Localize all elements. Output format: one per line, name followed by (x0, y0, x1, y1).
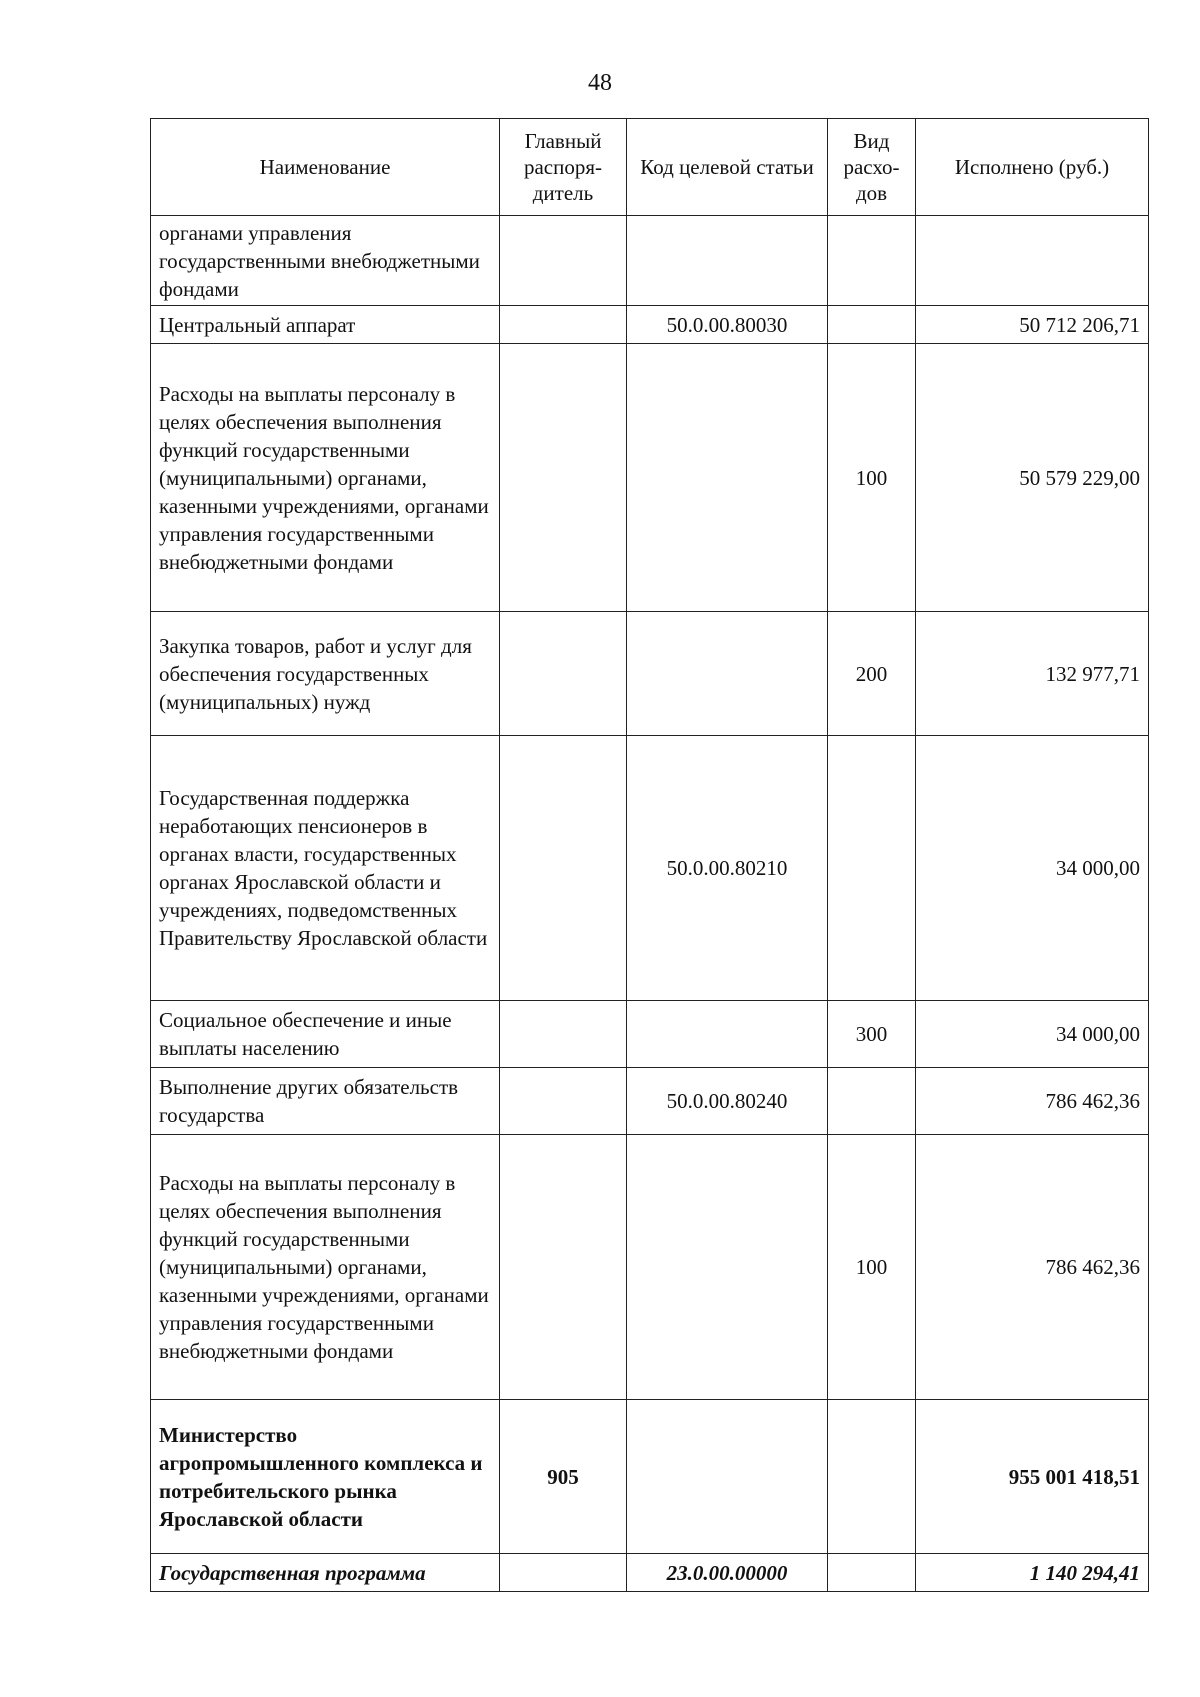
row-executed: 1 140 294,41 (916, 1554, 1149, 1592)
row-target-code (627, 1001, 828, 1068)
row-expense-type: 200 (828, 612, 916, 736)
budget-execution-table (150, 118, 1149, 1592)
row-main-manager (500, 1135, 627, 1400)
row-target-code (627, 1400, 828, 1554)
row-expense-type (828, 216, 916, 306)
table-row (151, 1068, 1149, 1135)
header-expense-type: Вид расхо-дов (828, 119, 916, 216)
row-executed: 132 977,71 (916, 612, 1149, 736)
table-row (151, 216, 1149, 306)
row-main-manager (500, 306, 627, 344)
table-row (151, 1135, 1149, 1400)
row-main-manager (500, 736, 627, 1001)
table-row (151, 612, 1149, 736)
row-executed: 955 001 418,51 (916, 1400, 1149, 1554)
row-target-code (627, 612, 828, 736)
row-executed: 786 462,36 (916, 1068, 1149, 1135)
row-main-manager (500, 1001, 627, 1068)
row-name: Государственная поддержка неработающих пенсионеров в органах власти, государственных органах Ярославской области и учреждениях, подведомственных Правительству Ярославской области (151, 736, 500, 1001)
row-expense-type: 300 (828, 1001, 916, 1068)
row-executed (916, 216, 1149, 306)
table-row-state-program (151, 1554, 1149, 1592)
row-expense-type (828, 736, 916, 1001)
table-row (151, 1001, 1149, 1068)
row-name: Закупка товаров, работ и услуг для обеспечения государственных (муниципальных) нужд (151, 612, 500, 736)
row-executed: 786 462,36 (916, 1135, 1149, 1400)
header-target-code: Код целевой статьи (627, 119, 828, 216)
row-name: Государственная программа (151, 1554, 500, 1592)
row-name: Выполнение других обязательств государства (151, 1068, 500, 1135)
table-row (151, 736, 1149, 1001)
row-main-manager (500, 1554, 627, 1592)
header-executed: Исполнено (руб.) (916, 119, 1149, 216)
row-expense-type (828, 306, 916, 344)
table-header-row (151, 119, 1149, 216)
row-expense-type: 100 (828, 1135, 916, 1400)
row-name: органами управления государственными внебюджетными фондами (151, 216, 500, 306)
row-expense-type (828, 1068, 916, 1135)
row-main-manager (500, 612, 627, 736)
row-expense-type (828, 1400, 916, 1554)
header-name: Наименование (151, 119, 500, 216)
row-target-code: 50.0.00.80210 (627, 736, 828, 1001)
table-row-ministry (151, 1400, 1149, 1554)
page-number: 48 (588, 70, 612, 96)
row-name: Центральный аппарат (151, 306, 500, 344)
row-target-code (627, 344, 828, 612)
row-executed: 34 000,00 (916, 1001, 1149, 1068)
header-main-manager: Главный распоря-дитель (500, 119, 627, 216)
table-row (151, 344, 1149, 612)
row-target-code: 23.0.00.00000 (627, 1554, 828, 1592)
row-target-code: 50.0.00.80240 (627, 1068, 828, 1135)
row-name: Расходы на выплаты персоналу в целях обеспечения выполнения функций государственными (муниципальными) органами, казенными учреждениями, органами управления государственными внебюджетными фондами (151, 344, 500, 612)
row-expense-type (828, 1554, 916, 1592)
row-expense-type: 100 (828, 344, 916, 612)
row-main-manager (500, 1068, 627, 1135)
row-name: Расходы на выплаты персоналу в целях обеспечения выполнения функций государственными (муниципальными) органами, казенными учреждениями, органами управления государственными внебюджетными фондами (151, 1135, 500, 1400)
row-main-manager: 905 (500, 1400, 627, 1554)
row-executed: 50 579 229,00 (916, 344, 1149, 612)
row-name: Социальное обеспечение и иные выплаты населению (151, 1001, 500, 1068)
row-main-manager (500, 344, 627, 612)
row-executed: 34 000,00 (916, 736, 1149, 1001)
row-target-code: 50.0.00.80030 (627, 306, 828, 344)
row-name: Министерство агропромышленного комплекса и потребительского рынка Ярославской области (151, 1400, 500, 1554)
row-target-code (627, 1135, 828, 1400)
row-main-manager (500, 216, 627, 306)
row-target-code (627, 216, 828, 306)
row-executed: 50 712 206,71 (916, 306, 1149, 344)
table-row (151, 306, 1149, 344)
